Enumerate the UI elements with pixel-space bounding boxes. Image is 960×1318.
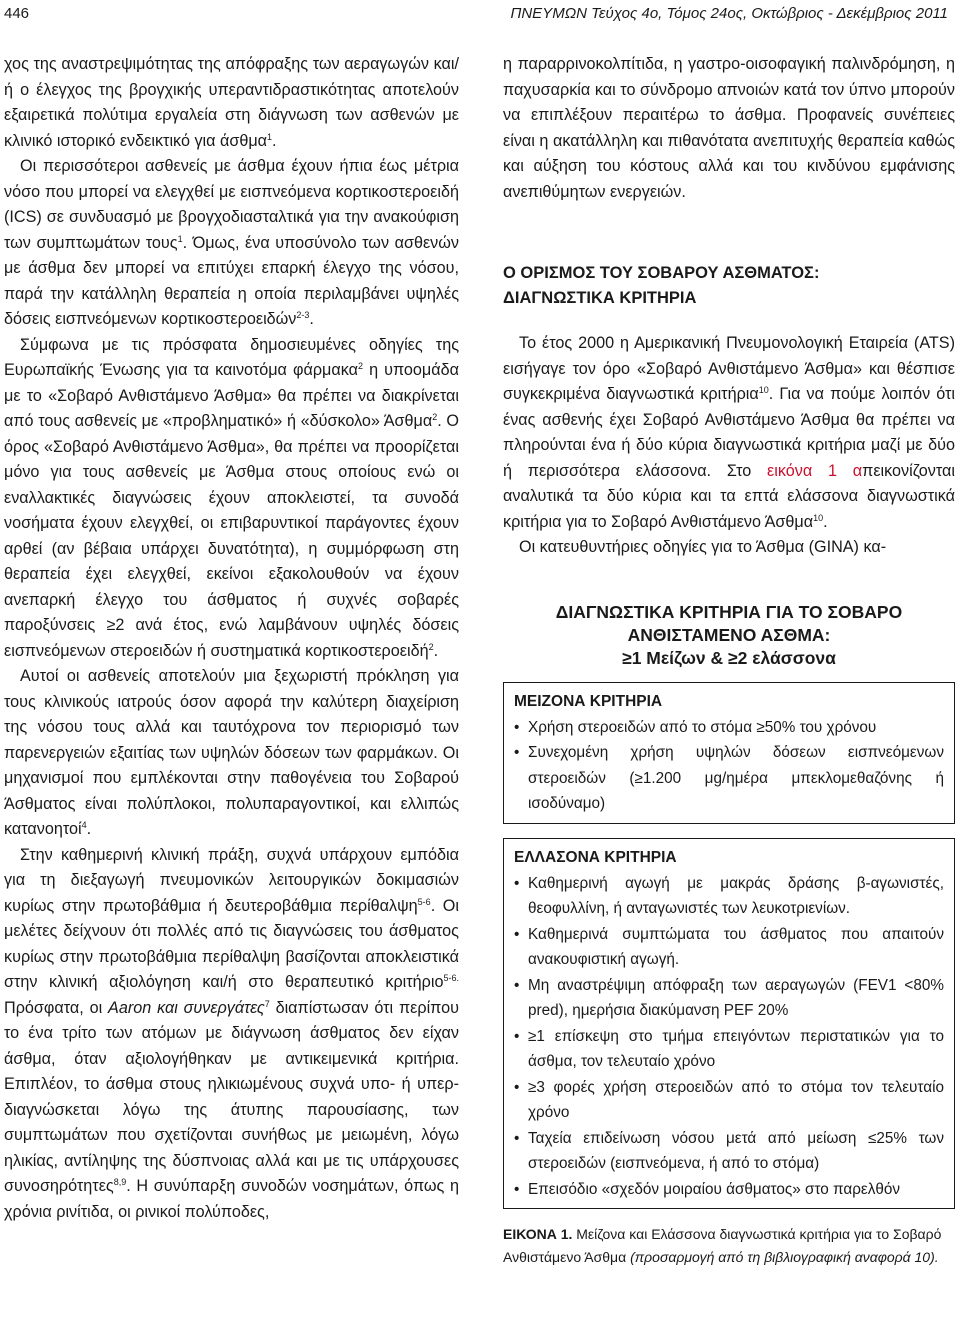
list-item: • Συνεχομένη χρήση υψηλών δόσεων εισπνεόμενων στεροειδών (≥1.200 μg/ημέρα μπεκλομεθαζόνης ή ισοδύναμο)	[514, 740, 944, 817]
list-item: • Καθημερινή αγωγή με μακράς δράσης β-αγωνιστές, θεοφυλλίνη, ή ανταγωνιστές των λευκοτριενίων.	[514, 871, 944, 922]
paragraph: Οι περισσότεροι ασθενείς με άσθμα έχουν ήπια έως μέτρια νόσο που μπορεί να ελεγχθεί με εισπνεόμενα κορτικοστεροειδή (ICS) σε συνδυασμό με βρογχοδιασταλτικά για την ανακούφιση των συμπτωμάτων τους$^1$. Όμως, ένα υποσύνολο των ασθενών με άσθμα δεν μπορεί να επιτύχει επαρκή έλεγχο της νόσου, παρά την κατάλληλη θεραπεία η οποία περιλαμβάνει υψηλές δόσεις εισπνεόμενων κορτικοστεροειδών$^{2-3}$.	[4, 157, 459, 328]
paragraph: Στην καθημερινή κλινική πράξη, συχνά υπάρχουν εμπόδια για τη διεξαγωγή πνευμονικών λειτουργικών δοκιμασιών κυρίως στην πρωτοβάθμια ή δευτεροβάθμια περίθαλψη$^{5-6}$. Οι μελέτες δείχνουν ότι πολλές από τις διαγνώσεις του άσθματος κυρίως στην πρωτοβάθμια περίθαλψη βασίζονται αποκλειστικά στην κλινική αξιολόγηση και/ή στο θεραπευτικό κριτήριο$^{5-6.}$ Πρόσφατα, οι Aaron και συνεργάτες$^7$ διαπίστωσαν ότι περίπου το ένα τρίτο των ατόμων με διάγνωση άσθματος δεν είχαν άσθμα, όταν αξιολογήθηκαν με αντικειμενικά κριτήρια. Επιπλέον, το άσθμα στους ηλικιωμένους συχνά υπο- ή υπερ-διαγνώσκεται λόγω της άτυπης παρουσίασης, των συμπτωμάτων που σχετίζονται συνήθως με μειωμένη, λόγω ηλικίας, αντίληψης της δύσπνοιας αλλά και με τις υπάρχουσες συνοσηρότητες$^{8,9}$. Η συνύπαρξη συνοδών νοσημάτων, όπως η χρόνια ρινίτιδα, οι ρινικοί πολύποδες,	[4, 845, 459, 1221]
paragraph: Οι κατευθυντήριες οδηγίες για το Άσθμα (GINA) κα-	[519, 538, 887, 556]
box-title: ΜΕΙΖΟΝΑ ΚΡΙΤΗΡΙΑ	[514, 692, 663, 710]
list-item: • Χρήση στεροειδών από το στόμα ≥50% του χρόνου	[514, 715, 944, 741]
list-item: • Μη αναστρέψιμη απόφραξη των αεραγωγών (FEV1 <80% pred), ημερήσια διακύμανση PEF 20%	[514, 973, 944, 1024]
list-item: • Καθημερινά συμπτώματα του άσθματος που απαιτούν ανακουφιστική αγωγή.	[514, 922, 944, 973]
journal-header: ΠΝΕΥΜΩΝ Τεύχος 4ο, Τόμος 24ος, Οκτώβριος - Δεκέμβριος 2011	[510, 5, 948, 22]
figure-caption: ΕΙΚΟΝΑ 1. Μείζονα και Ελάσσονα διαγνωστικά κριτήρια για το Σοβαρό Ανθιστάμενο Άσθμα (προσαρμογή από τη βιβλιογραφική αναφορά 10).	[503, 1226, 942, 1265]
list-item: • Ταχεία επιδείνωση νόσου μετά από μείωση ≤25% των στεροειδών (εισπνεόμενα, ή από το στόμα)	[514, 1126, 944, 1177]
list-item: • ≥1 επίσκεψη στο τμήμα επειγόντων περιστατικών για το άσθμα, τον τελευταίο χρόνο	[514, 1024, 944, 1075]
figure-heading: ΔΙΑΓΝΩΣΤΙΚΑ ΚΡΙΤΗΡΙΑ ΓΙΑ ΤΟ ΣΟΒΑΡΟ ΑΝΘΙΣΤΑΜΕΝΟ ΑΣΘΜΑ: ≥1 Μείζων & ≥2 ελάσσονα	[555, 601, 903, 668]
paragraph: χος της αναστρεψιμότητας της απόφραξης των αεραγωγών και/ή ο έλεγχος της βρογχικής υπεραντιδραστικότητας αποτελούν εξαιρετικά πολύτιμα εργαλεία στη διάγνωση των ασθενών με κλινικό ιστορικό ενδεικτικό για άσθμα$^1$.	[4, 55, 459, 150]
major-criteria-box	[503, 682, 955, 824]
list-item: • Επεισόδιο «σχεδόν μοιραίου άσθματος» στο παρελθόν	[514, 1177, 944, 1203]
paragraph: Σύμφωνα με τις πρόσφατα δημοσιευμένες οδηγίες της Ευρωπαϊκής Ένωσης για τα καινοτόμα φάρμακα$^2$ η υποομάδα με το «Σοβαρό Ανθιστάμενο Άσθμα» θα πρέπει να διακρίνεται από τους ασθενείς με «προβληματικό» ή «δύσκολο» Άσθμα$^2$. Ο όρος «Σοβαρό Ανθιστάμενο Άσθμα», θα πρέπει να προορίζεται μόνο για τους ασθενείς με Άσθμα στους οποίους ενώ οι εναλλακτικές διαγνώσεις έχουν αποκλειστεί, τα συνοδά νοσήματα έχουν ελεγχθεί, οι επιβαρυντικοί παράγοντες έχουν αρθεί (αν βέβαια υπάρχει δυνατότητα), η συμμόρφωση στη θεραπεία έχει ελεγχθεί, εκείνοι εξακολουθούν να έχουν ανεπαρκή έλεγχο του άσθματος ή συχνές σοβαρές παροξύνσεις ≥2 ανά έτος, ενώ λαμβάνουν υψηλές δόσεις εισπνεόμενων στεροειδών ή συστηματικά κορτικοστεροειδή$^2$.	[4, 335, 459, 660]
list-item: • ≥3 φορές χρήση στεροειδών από το στόμα τον τελευταίο χρόνο	[514, 1075, 944, 1126]
section-heading: Ο ΟΡΙΣΜΟΣ ΤΟΥ ΣΟΒΑΡΟΥ ΑΣΘΜΑΤΟΣ: ΔΙΑΓΝΩΣΤΙΚΑ ΚΡΙΤΗΡΙΑ	[503, 264, 820, 307]
box-title: ΕΛΛΑΣΟΝΑ ΚΡΙΤΗΡΙΑ	[514, 848, 677, 866]
paragraph: Αυτοί οι ασθενείς αποτελούν μια ξεχωριστή πρόκληση για τους κλινικούς ιατρούς όσον αφορά την καλύτερη διαχείριση της νόσου τους αλλά και ταυτόχρονα τον περιορισμό των παρενεργειών εξαιτίας των υψηλών δόσεων των φαρμάκων. Οι μηχανισμοί που εμπλέκονται στην παθογένεια του Σοβαρού Άσθματος είναι πολύπλοκοι, πολυπαραγοντικοί, και ελλιπώς κατανοητοί$^4$.	[4, 667, 459, 838]
left-column	[4, 52, 459, 1225]
minor-criteria-box	[503, 838, 955, 1210]
page-number: 446	[4, 5, 30, 22]
right-column	[503, 52, 955, 1269]
paragraph: η παραρρινοκολπίτιδα, η γαστρο-οισοφαγική παλινδρόμηση, η παχυσαρκία και το σύνδρομο απνοιών κατά τον ύπνο μπορούν να επιπλέξουν περαιτέρω το άσθμα. Προφανείς συνέπειες είναι η ακατάλληλη και πιθανότατα ανεπιτυχής θεραπεία καθώς και αύξηση του κόστους αλλά και του κινδύνου εμφάνισης ανεπιθύμητων ενεργειών.	[503, 55, 955, 201]
figure-link[interactable]: εικόνα 1 α	[767, 461, 863, 480]
paragraph: Το έτος 2000 η Αμερικανική Πνευμονολογική Εταιρεία (ATS) εισήγαγε τον όρο «Σοβαρό Ανθιστάμενο Άσθμα» και θέσπισε συγκεκριμένα διαγνωστικά κριτήρια$^{10}$. Για να πούμε λοιπόν ότι ένας ασθενής έχει Σοβαρό Ανθιστάμενο Άσθμα θα πρέπει να πληρούνται ένα ή δύο κύρια διαγνωστικά κριτήρια μαζί με δύο ή περισσότερα ελάσσονα. Στο εικόνα 1 απεικονίζονται αναλυτικά τα δύο κύρια και τα επτά ελάσσονα διαγνωστικά κριτήρια για το Σοβαρό Ανθιστάμενο Άσθμα$^{10}$.	[503, 334, 955, 531]
